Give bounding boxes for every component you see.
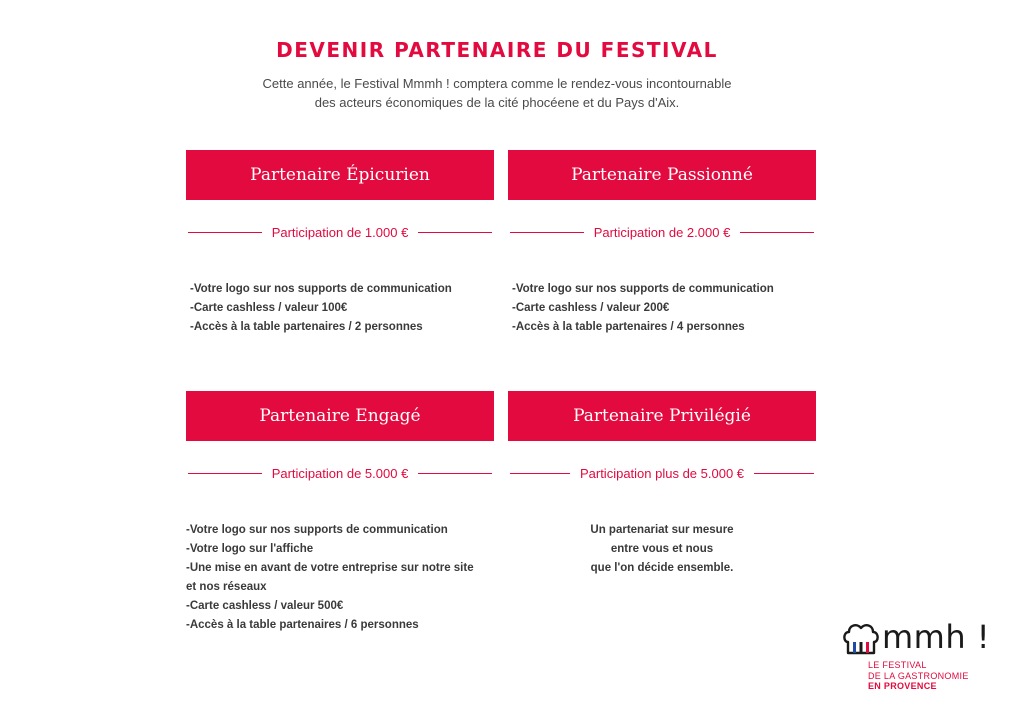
benefit-item: -Accès à la table partenaires / 6 personnes: [186, 619, 419, 631]
benefit-item: -Carte cashless / valeur 500€: [186, 600, 344, 612]
custom-offer-line: entre vous et nous: [610, 543, 714, 555]
partner-card-privilegie: [508, 391, 816, 578]
divider-line: [754, 473, 814, 474]
logo-wordmark: mmh !: [882, 618, 991, 656]
benefit-item: -Votre logo sur nos supports de communication: [512, 283, 774, 295]
price-label: Participation plus de 5.000 €: [579, 465, 745, 481]
price-row: [508, 222, 816, 242]
divider-line: [418, 473, 492, 474]
custom-offer-line: que l'on décide ensemble.: [590, 562, 734, 574]
price-row: [186, 222, 494, 242]
divider-line: [188, 473, 262, 474]
benefit-item: -Une mise en avant de votre entreprise sur notre site: [186, 562, 474, 574]
price-row: [186, 463, 494, 483]
intro-line: Cette année, le Festival Mmmh ! comptera comme le rendez-vous incontournable: [262, 76, 732, 91]
divider-line: [510, 473, 570, 474]
partner-card-epicurien: [186, 150, 494, 337]
price-label: Participation de 2.000 €: [593, 224, 731, 240]
benefits-list: [186, 280, 494, 337]
benefits-list: [508, 280, 816, 337]
festival-logo: [842, 618, 992, 693]
divider-line: [510, 232, 584, 233]
price-label: Participation de 5.000 €: [271, 465, 409, 481]
divider-line: [188, 232, 262, 233]
card-title: Partenaire Passionné: [508, 150, 816, 200]
benefit-item: -Votre logo sur l'affiche: [186, 543, 314, 555]
benefit-item: et nos réseaux: [186, 581, 267, 593]
partner-card-passionne: [508, 150, 816, 337]
intro-line: des acteurs économiques de la cité phocéene et du Pays d'Aix.: [314, 95, 680, 110]
logo-tagline: [868, 660, 969, 692]
custom-offer-line: Un partenariat sur mesure: [590, 524, 734, 536]
tagline-line: DE LA GASTRONOMIE: [868, 670, 969, 681]
partner-card-engage: [186, 391, 494, 635]
chef-hat-icon: [842, 620, 880, 658]
benefit-item: -Carte cashless / valeur 100€: [190, 302, 348, 314]
benefits-list: [186, 521, 494, 635]
divider-line: [418, 232, 492, 233]
divider-line: [740, 232, 814, 233]
page-title: DEVENIR PARTENAIRE DU FESTIVAL: [276, 38, 718, 62]
benefit-item: -Carte cashless / valeur 200€: [512, 302, 670, 314]
benefit-item: -Accès à la table partenaires / 2 personnes: [190, 321, 423, 333]
tagline-line: EN PROVENCE: [868, 681, 937, 691]
card-title: Partenaire Épicurien: [186, 150, 494, 200]
benefit-item: -Votre logo sur nos supports de communication: [190, 283, 452, 295]
intro-text: [0, 74, 994, 112]
card-title: Partenaire Engagé: [186, 391, 494, 441]
card-title: Partenaire Privilégié: [508, 391, 816, 441]
benefit-item: -Votre logo sur nos supports de communication: [186, 524, 448, 536]
price-row: [508, 463, 816, 483]
price-label: Participation de 1.000 €: [271, 224, 409, 240]
custom-offer-text: [508, 521, 816, 578]
tagline-line: LE FESTIVAL: [868, 660, 927, 670]
benefit-item: -Accès à la table partenaires / 4 personnes: [512, 321, 745, 333]
